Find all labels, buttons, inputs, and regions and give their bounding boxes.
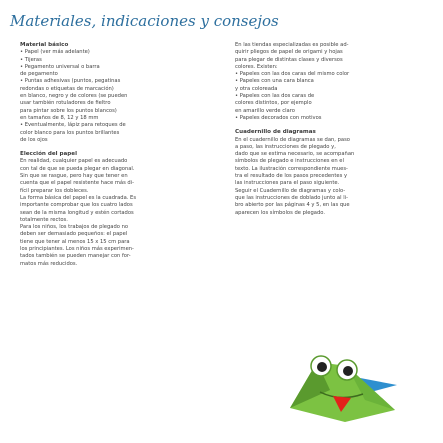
material-list (20, 49, 230, 144)
page-title: Materiales, indicaciones y consejos (10, 12, 279, 30)
text-line: de los ojos (20, 136, 48, 143)
text-line: fícil preparar los dobleces. (20, 187, 89, 194)
text-line: Seguir el Cuadernillo de diagramas y colo- (235, 187, 346, 194)
text-line: deben ser demasiado pequeños: el papel (20, 231, 128, 238)
text-line: • Eventualmente, lápiz para retoques de (20, 122, 126, 129)
shop-paragraph (235, 42, 440, 122)
text-line: Sin que se rasgue, pero hay que tener en (20, 173, 128, 180)
text-line: de pegamento (20, 71, 58, 78)
text-line: con tal de que se pueda plegar en diagonal. (20, 165, 135, 172)
section-heading-paper: Elección del papel (20, 151, 78, 158)
text-line: • Pegamento universal o barra (20, 63, 100, 70)
text-line: • Papeles con una cara blanca (235, 78, 314, 85)
text-line: que las instrucciones de doblado junto al li- (235, 194, 348, 201)
text-line: sean de la misma longitud y estén cortados (20, 209, 134, 216)
text-line: En las tiendas especializadas es posible ad- (235, 42, 349, 48)
text-line: redondas o etiquetas de marcación) (20, 85, 114, 92)
text-line: tra el resultado de los pasos precedentes y (235, 173, 348, 180)
text-line: usar también rotuladores de fieltro (20, 100, 111, 107)
text-line: • Papeles decorados con motivos (235, 114, 322, 121)
text-line: cuenta que el papel resistente hace más di- (20, 180, 135, 187)
text-line: matos más reducidos. (20, 260, 78, 267)
text-line: colores. Existen: (235, 63, 278, 70)
text-line: importante comprobar que los cuatro lados (20, 202, 133, 209)
text-line: tiene que tener al menos 15 x 15 cm para (20, 238, 130, 245)
text-line: para pintar sobre los puntos blancos) (20, 107, 117, 114)
diagrams-paragraph (235, 137, 440, 217)
frog-pupil-right (343, 366, 353, 376)
text-line: colores distintos, por ejemplo (235, 100, 312, 107)
section-heading-diagrams: Cuadernillo de diagramas (235, 129, 316, 136)
text-line: las instrucciones para el paso siguiente. (235, 180, 340, 187)
text-line: color blanco para los puntos brillantes (20, 129, 120, 136)
text-line: a paso, las instrucciones de plegado y, (235, 143, 336, 150)
text-line: tados también se pueden manejar con for- (20, 253, 131, 260)
text-line: bro abierto por las páginas 4 y 5, en las que (235, 202, 350, 209)
text-line: En realidad, cualquier papel es adecuado (20, 158, 128, 165)
text-line: • Tijeras (20, 56, 42, 63)
left-column (20, 42, 230, 268)
text-line: en amarillo verde claro (235, 107, 295, 114)
text-line: en tamaños de 8, 12 y 18 mm (20, 114, 99, 121)
text-line: • Puntas adhesivas (puntos, pegatinas (20, 78, 121, 85)
text-line: • Papeles con las dos caras de (235, 93, 315, 100)
text-line: dado que se estima necesario, se acompañan (235, 151, 355, 158)
section-heading-material: Material básico (20, 42, 69, 48)
text-line: texto. La ilustración correspondiente mues- (235, 165, 348, 172)
text-line: La forma básica del papel es la cuadrada. Es (20, 194, 137, 201)
text-line: aparecen los símbolos de plegado. (235, 209, 325, 216)
text-line: En el cuadernillo de diagramas se dan, paso (235, 136, 350, 143)
text-line: Para los niños, los trabajos de plegado no (20, 224, 129, 231)
text-line: para plegar de distintas clases y diversos (235, 56, 343, 63)
paper-paragraph (20, 158, 230, 267)
text-line: en blanco, negro y de colores (se pueden (20, 93, 128, 100)
text-line: totalmente rectos. (20, 216, 68, 223)
text-line: y otra coloreada (235, 85, 278, 92)
text-line: los principiantes. Los niños más experimen- (20, 246, 134, 253)
text-line: símbolos de plegado e instrucciones en el (235, 158, 344, 165)
text-line: quirir pliegos de papel de origami y hojas (235, 49, 343, 56)
text-line: • Papeles con las dos caras del mismo color (235, 71, 350, 78)
right-column (235, 42, 440, 217)
frog-pupil-left (317, 362, 327, 372)
text-line: • Papel (ver más adelante) (20, 49, 90, 56)
origami-frog-illustration (285, 330, 405, 425)
